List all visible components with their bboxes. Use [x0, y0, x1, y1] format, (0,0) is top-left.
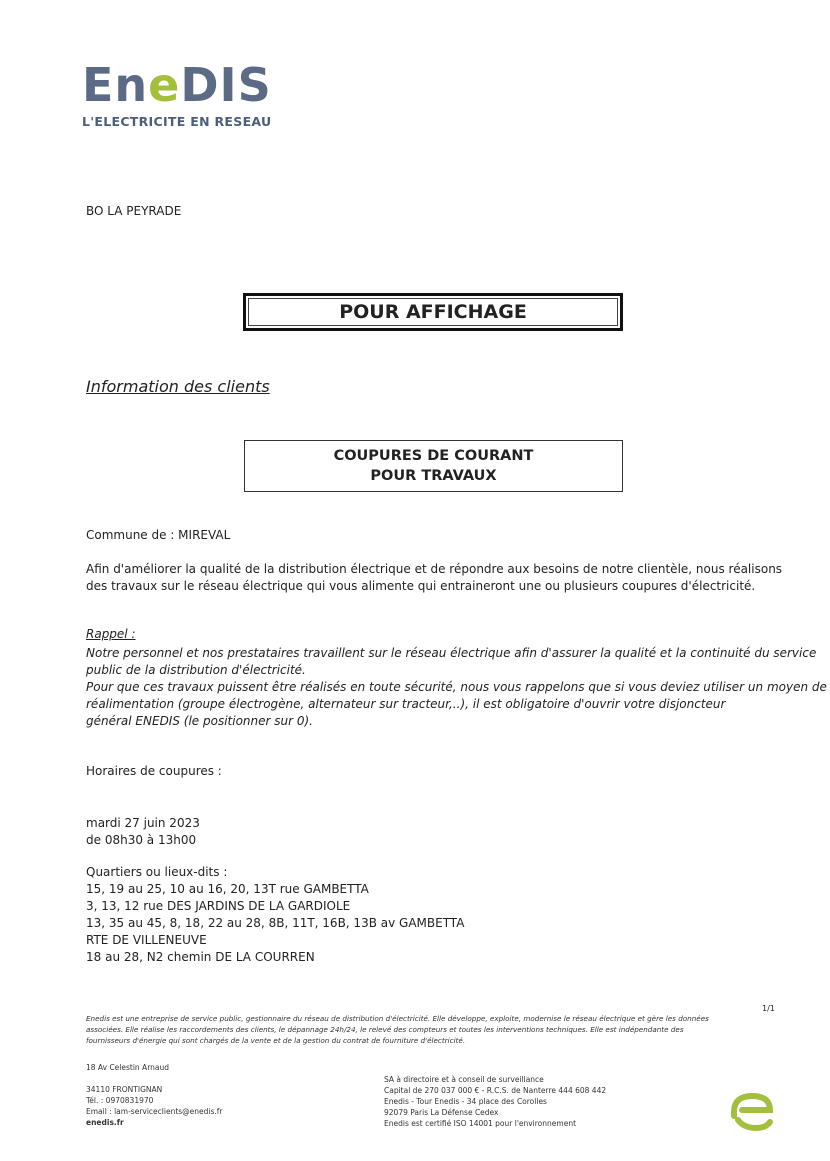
addressee: BO LA PEYRADE [86, 204, 182, 218]
rappel-line: réalimentation (groupe électrogène, alternateur sur tracteur,..), il est obligatoire d'ouvrir votre disjoncteur [86, 697, 726, 711]
page-number: 1/1 [762, 1004, 775, 1013]
company-line: Enedis - Tour Enedis - 34 place des Corolles [384, 1097, 547, 1106]
footer-city: 34110 FRONTIGNAN [86, 1085, 163, 1094]
quartier-line: 15, 19 au 25, 10 au 16, 20, 13T rue GAMBETTA [86, 882, 369, 896]
notice-title-line2: POUR TRAVAUX [370, 468, 497, 484]
quartier-line: 3, 13, 12 rue DES JARDINS DE LA GARDIOLE [86, 899, 351, 913]
footer-email: Email : lam-serviceclients@enedis.fr [86, 1107, 223, 1116]
quartiers-list [86, 864, 464, 966]
legal-line: fournisseurs d'énergie qui sont chargés de la vente et de la gestion du contrat de fourniture d'électricité. [86, 1036, 466, 1045]
footer-street: 18 Av Celestin Arnaud [86, 1063, 170, 1072]
rappel-line: Notre personnel et nos prestataires travaillent sur le réseau électrique afin d'assurer la qualité et la continuité du service [86, 646, 817, 660]
footer-site: enedis.fr [86, 1118, 124, 1127]
rappel-text [86, 645, 827, 730]
logo-word-e: e [148, 58, 181, 112]
company-line: Capital de 270 037 000 € - R.C.S. de Nanterre 444 608 442 [384, 1086, 607, 1095]
legal-notice [86, 1013, 776, 1046]
footer-tel: Tél. : 0970831970 [86, 1096, 154, 1105]
footer-address [86, 1062, 223, 1128]
horaires-label: Horaires de coupures : [86, 764, 222, 778]
outage-schedule [86, 815, 200, 849]
logo-word-part1: En [82, 58, 149, 112]
enedis-logo [82, 58, 272, 112]
rappel-line: général ENEDIS (le positionner sur 0). [86, 714, 313, 728]
legal-line: Enedis est une entreprise de service public, gestionnaire du réseau de distribution d'électricité. Elle développe, exploite, modernise le réseau électrique et gère les données [86, 1014, 709, 1023]
logo-word-part2: DIS [180, 58, 272, 112]
outage-time: de 08h30 à 13h00 [86, 833, 197, 847]
logo-tagline: L'ELECTRICITE EN RESEAU [82, 114, 272, 129]
quartiers-label: Quartiers ou lieux-dits : [86, 865, 228, 879]
quartier-line: 18 au 28, N2 chemin DE LA COURREN [86, 950, 315, 964]
banner-box [243, 293, 623, 331]
legal-line: associées. Elle réalise les raccordements des clients, le dépannage 24h/24, le relevé des compteurs et toutes les interventions techniques. Elle est indépendante des [86, 1025, 684, 1034]
notice-box [244, 440, 623, 492]
quartier-line: RTE DE VILLENEUVE [86, 933, 207, 947]
quartier-line: 13, 35 au 45, 8, 18, 22 au 28, 8B, 11T, 16B, 13B av GAMBETTA [86, 916, 465, 930]
outage-date: mardi 27 juin 2023 [86, 816, 200, 830]
company-line: 92079 Paris La Défense Cedex [384, 1108, 499, 1117]
commune: Commune de : MIREVAL [86, 528, 231, 542]
rappel-title: Rappel : [86, 627, 136, 641]
footer-company-info [384, 1074, 606, 1129]
rappel-line: public de la distribution d'électricité. [86, 663, 306, 677]
company-line: SA à directoire et à conseil de surveillance [384, 1075, 544, 1084]
enedis-e-logo-icon [730, 1092, 774, 1132]
notice-title-line1: COUPURES DE COURANT [333, 448, 534, 464]
intro-paragraph: Afin d'améliorer la qualité de la distribution électrique et de répondre aux besoins de notre clientèle, nous réalisons des travaux sur le réseau électrique qui vous alimente qui entraineront une ou plusieurs coupures d'électricité. [86, 562, 783, 593]
banner-title: POUR AFFICHAGE [339, 301, 527, 323]
company-line: Enedis est certifié ISO 14001 pour l'environnement [384, 1119, 577, 1128]
info-title: Information des clients [86, 377, 270, 396]
rappel-line: Pour que ces travaux puissent être réalisés en toute sécurité, nous vous rappelons que si vous deviez utiliser un moyen de [86, 680, 827, 694]
